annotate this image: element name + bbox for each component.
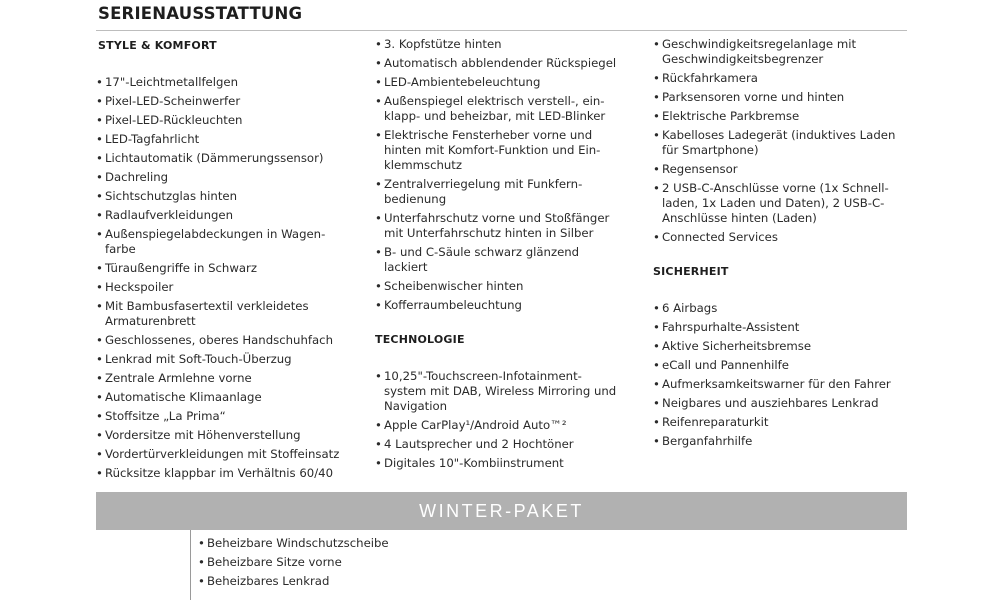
feature-list [375,369,643,471]
list-item: • Sichtschutzglas hinten [96,189,366,204]
list-item: • Lenkrad mit Soft-Touch-Überzug [96,352,366,367]
list-item: • Aktive Sicherheitsbremse [653,339,915,354]
section-heading-style-komfort: STYLE & KOMFORT [98,39,217,52]
list-item: • Rückfahrkamera [653,71,915,86]
list-item: • Vordersitze mit Höhenverstellung [96,428,366,443]
list-item: • Dachreling [96,170,366,185]
feature-list [375,37,643,313]
page-title: SERIENAUSSTATTUNG [98,4,303,23]
list-item: • Kabelloses Ladegerät (induktives Laden für Smartphone) [653,128,915,158]
feature-list [198,536,598,589]
list-item: • Elektrische Parkbremse [653,109,915,124]
list-item: • Scheibenwischer hinten [375,279,643,294]
list-item: • Beheizbare Sitze vorne [198,555,598,570]
list-item: • Rücksitze klappbar im Verhältnis 60/40 [96,466,366,481]
list-item: • Zentralverriegelung mit Funkfern- bedienung [375,177,643,207]
list-item: • 6 Airbags [653,301,915,316]
list-item: • Geschlossenes, oberes Handschuhfach [96,333,366,348]
list-item: • Automatisch abblendender Rückspiegel [375,56,643,71]
winter-paket-banner [96,492,907,530]
list-item: • Apple CarPlay¹/Android Auto™² [375,418,643,433]
list-item: • Mit Bambusfasertextil verkleidetes Armaturenbrett [96,299,366,329]
list-item: • LED-Tagfahrlicht [96,132,366,147]
list-item: • 2 USB-C-Anschlüsse vorne (1x Schnell- laden, 1x Laden und Daten), 2 USB-C- Anschlüsse hinten (Laden) [653,181,915,226]
list-item: • 17"-Leichtmetallfelgen [96,75,366,90]
list-item: • Regensensor [653,162,915,177]
section-heading-technologie: TECHNOLOGIE [375,333,465,346]
section-heading-sicherheit: SICHERHEIT [653,265,729,278]
list-item: • Aufmerksamkeitswarner für den Fahrer [653,377,915,392]
list-item: • Fahrspurhalte-Assistent [653,320,915,335]
list-item: • Automatische Klimaanlage [96,390,366,405]
list-item: • Lichtautomatik (Dämmerungssensor) [96,151,366,166]
list-item: • Radlaufverkleidungen [96,208,366,223]
list-item: • 3. Kopfstütze hinten [375,37,643,52]
list-item: • Beheizbares Lenkrad [198,574,598,589]
column-1 [96,37,366,485]
list-item: • Außenspiegelabdeckungen in Wagen- farbe [96,227,366,257]
feature-list [653,301,915,449]
list-item: • LED-Ambientebeleuchtung [375,75,643,90]
list-item: • Pixel-LED-Scheinwerfer [96,94,366,109]
list-item: • Pixel-LED-Rückleuchten [96,113,366,128]
list-item: • Türaußengriffe in Schwarz [96,261,366,276]
list-item: • Neigbares und ausziehbares Lenkrad [653,396,915,411]
list-item: • B- und C-Säule schwarz glänzend lackiert [375,245,643,275]
list-item: • Stoffsitze „La Prima“ [96,409,366,424]
list-item: • Connected Services [653,230,915,245]
list-item: • Außenspiegel elektrisch verstell-, ein- klapp- und beheizbar, mit LED-Blinker [375,94,643,124]
list-item: • Elektrische Fensterheber vorne und hinten mit Komfort-Funktion und Ein- klemmschutz [375,128,643,173]
list-item: • Beheizbare Windschutzscheibe [198,536,598,551]
title-divider [96,30,907,31]
feature-list [653,37,915,245]
list-item: • Berganfahrhilfe [653,434,915,449]
list-item: • Digitales 10"-Kombiinstrument [375,456,643,471]
list-item: • 10,25"-Touchscreen-Infotainment- system mit DAB, Wireless Mirroring und Navigation [375,369,643,414]
winter-paket-title: WINTER-PAKET [419,500,584,521]
list-item: • Parksensoren vorne und hinten [653,90,915,105]
column-3 [653,37,915,453]
column-2 [375,37,643,475]
list-item: • Reifenreparaturkit [653,415,915,430]
list-item: • Unterfahrschutz vorne und Stoßfänger mit Unterfahrschutz hinten in Silber [375,211,643,241]
list-item: • Zentrale Armlehne vorne [96,371,366,386]
winter-paket-section [198,536,598,593]
list-item: • 4 Lautsprecher und 2 Hochtöner [375,437,643,452]
list-item: • Vordertürverkleidungen mit Stoffeinsatz [96,447,366,462]
list-item: • Kofferraumbeleuchtung [375,298,643,313]
feature-list [96,75,366,481]
list-item: • Geschwindigkeitsregelanlage mit Geschwindigkeitsbegrenzer [653,37,915,67]
list-item: • eCall und Pannenhilfe [653,358,915,373]
winter-divider-line [190,530,191,600]
list-item: • Heckspoiler [96,280,366,295]
